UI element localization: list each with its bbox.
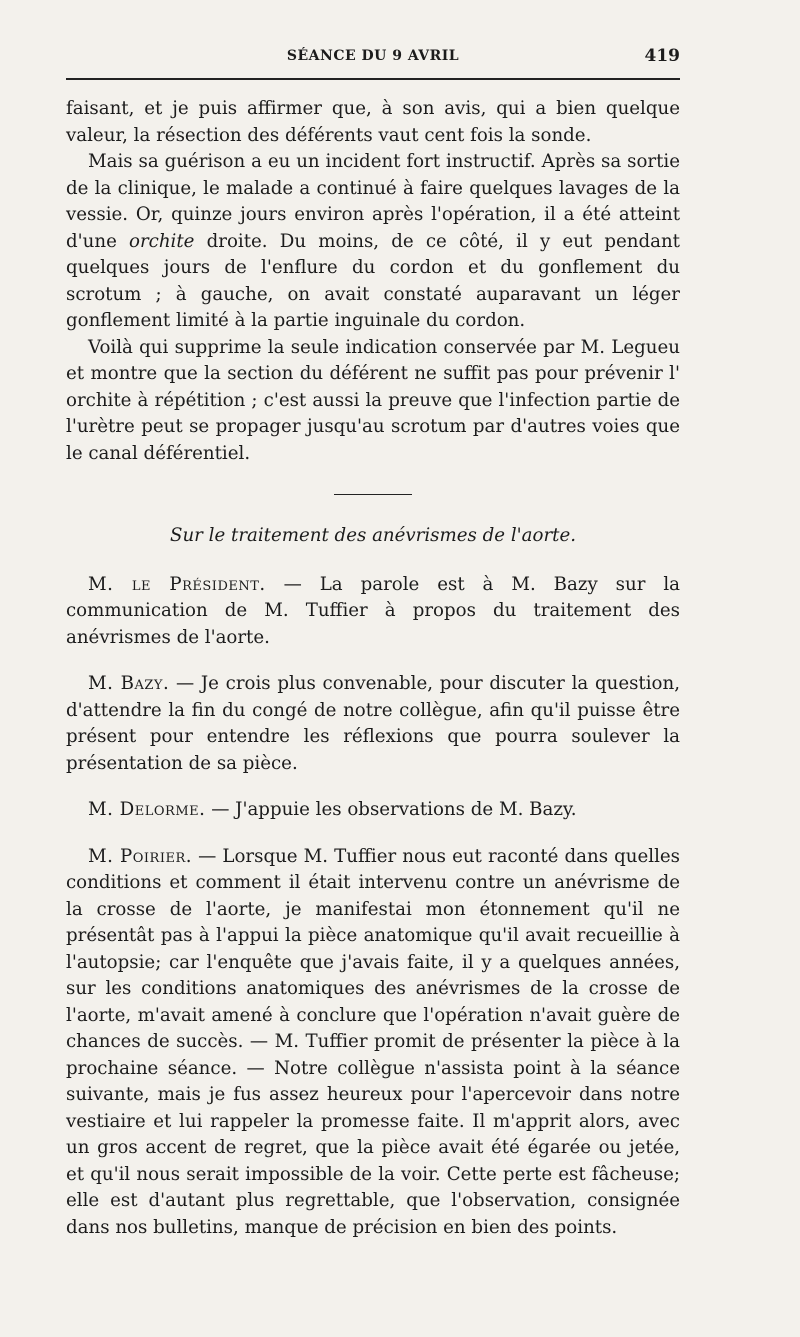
page-body: [66, 96, 680, 1241]
speech-text: — Je crois plus convenable, pour discuter la question, d'attendre la fin du congé de notre collègue, afin qu'il puisse être présent pour entendre les réflexions que pourra soulever la présentation de sa pièce.: [66, 673, 680, 774]
italic-term: orchite: [129, 230, 195, 252]
speech-text: — Lorsque M. Tuffier nous eut raconté dans quelles conditions et comment il était intervenu contre un anévrisme de la crosse de l'aorte, je manifestai mon étonnement qu'il ne présentât pas à l'appui la pièce anatomique qu'il avait recueillie à l'autopsie; car l'enquête que j'avais faite, il y a quelques années, sur les conditions anatomiques des anévrismes de la crosse de l'aorte, m'avait amené à conclure que l'opération n'avait guère de chances de succès. — M. Tuffier promit de présenter la pièce à la prochaine séance. — Notre collègue n'assista point à la séance suivante, mais je fus assez heureux pour l'apercevoir dans notre vestiaire et lui rappeler la promesse faite. Il m'apprit alors, avec un gros accent de regret, que la pièce avait été égarée ou jetée, et qu'il nous serait impossible de la voir. Cette perte est fâcheuse; elle est d'autant plus regrettable, que l'observation, consignée dans nos bulletins, manque de précision en bien des points.: [66, 845, 680, 1238]
header-rule: [66, 78, 680, 80]
speaker-name: M. Delorme.: [88, 799, 206, 820]
text-run: droite. Du moins, de ce côté, il y eut pendant quelques jours de l'enflure du cordon et du gonflement du scrotum ; à gauche, on avait constaté auparavant un léger gonflement limité à la partie inguinale du cordon.: [66, 230, 680, 331]
speaker-name: M. le Président.: [88, 573, 266, 595]
paragraph: Voilà qui supprime la seule indication conservée par M. Legueu et montre que la section du déférent ne suffit pas pour prévenir l' orchite à répétition ; c'est aussi la preuve que l'infection partie de l'urètre peut se propager jusqu'au scrotum par d'autres voies que le canal déférentiel.: [66, 336, 680, 464]
speech-text: — J'appuie les observations de M. Bazy.: [205, 799, 577, 820]
running-title: SÉANCE DU 9 AVRIL: [286, 48, 460, 64]
speech-delorme: [66, 797, 680, 824]
page-number: 419: [644, 46, 680, 66]
text-run: Mais sa guérison a eu un incident fort instructif. Après sa sortie de la clinique, le malade a continué à faire quelques lavages de la vessie. Or, quinze jours environ après l'opération, il a été atteint d'une: [66, 151, 680, 252]
paragraph: [66, 149, 680, 335]
speaker-name: M. Poirier.: [88, 845, 193, 867]
speech-president: [66, 572, 680, 652]
speaker-name: M. Bazy.: [88, 673, 170, 694]
speech-poirier: [66, 844, 680, 1242]
speech-bazy: [66, 671, 680, 777]
section-separator: [334, 494, 412, 495]
speech-text: — La parole est à M. Bazy sur la communication de M. Tuffier à propos du traitement des anévrismes de l'aorte.: [66, 573, 680, 648]
paragraph: faisant, et je puis affirmer que, à son avis, qui a bien quelque valeur, la résection des déférents vaut cent fois la sonde.: [66, 98, 680, 146]
page-header: [66, 44, 680, 74]
section-title: Sur le traitement des anévrismes de l'aorte.: [170, 525, 576, 546]
